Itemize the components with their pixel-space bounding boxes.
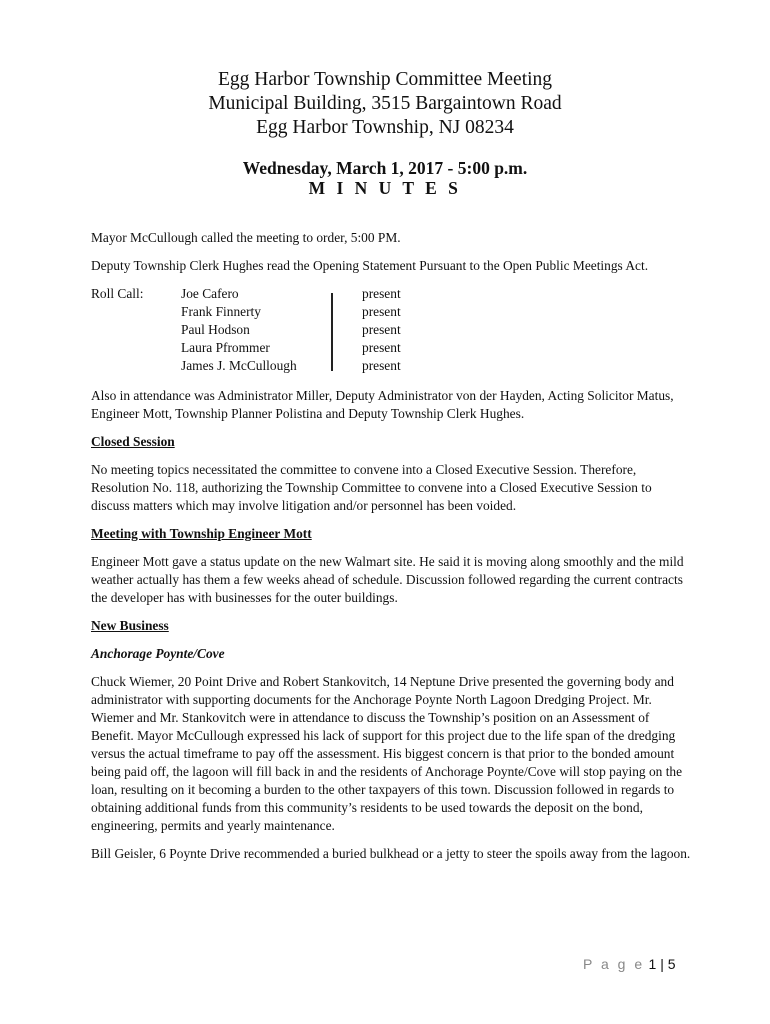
new-business-heading: New Business (91, 618, 169, 633)
roll-call-statuses (362, 285, 401, 375)
member-status: present (362, 304, 401, 319)
member-name: Laura Pfrommer (181, 340, 270, 355)
anchorage-paragraph: Chuck Wiemer, 20 Point Drive and Robert Stankovitch, 14 Neptune Drive presented the governing body and administrator with supporting documents for the Anchorage Poynte North Lagoon Dredging Project. Mr. Wiemer and Mr. Stankovitch were in attendance to discuss the Township’s position on an Assessment of Benefit. Mayor McCullough expressed his lack of support for this project due to the life span of the dredging versus the actual timeframe to pay off the assessment. His biggest concern is that prior to the bonded amount being paid off, the lagoon will fill back in and the residents of Anchorage Poynte/Cove will stop paying on the loan, resulting on it becoming a burden to the other taxpayers of this town. Discussion followed in regards to obtaining additional funds from this community’s residents to be used towards the deposit on the bond, engineering, permits and yearly maintenance. (91, 674, 683, 833)
closed-session-paragraph: No meeting topics necessitated the committee to convene into a Closed Executive Session. Therefore, Resolution No. 118, authorizing the Township Committee to convene into a Closed Executive Session to discuss matters which may involve litigation and/or personnel has been voided. (91, 462, 652, 513)
roll-call-divider (331, 293, 333, 371)
page-separator: | (660, 956, 664, 972)
geisler-paragraph: Bill Geisler, 6 Poynte Drive recommended a buried bulkhead or a jetty to steer the spoils away from the lagoon. (91, 846, 691, 861)
member-name: Frank Finnerty (181, 304, 261, 319)
call-to-order: Mayor McCullough called the meeting to order, 5:00 PM. (91, 230, 401, 245)
engineer-meeting-paragraph: Engineer Mott gave a status update on the new Walmart site. He said it is moving along smoothly and the mild weather actually has them a few weeks ahead of schedule. Discussion followed regarding the current contracts the developer has with businesses for the outer buildings. (91, 554, 684, 605)
anchorage-subheading: Anchorage Poynte/Cove (91, 646, 225, 661)
roll-call (91, 285, 691, 377)
page-word: P a g e (583, 956, 645, 972)
member-name: Paul Hodson (181, 322, 250, 337)
page-footer (583, 956, 676, 972)
member-status: present (362, 358, 401, 373)
document-type: M I N U T E S (308, 178, 462, 198)
attendance-paragraph: Also in attendance was Administrator Miller, Deputy Administrator von der Hayden, Acting Solicitor Matus, Engineer Mott, Township Planner Polistina and Deputy Township Clerk Hughes. (91, 388, 674, 421)
engineer-meeting-heading: Meeting with Township Engineer Mott (91, 526, 312, 541)
document-header (0, 68, 770, 198)
roll-call-label: Roll Call: (91, 286, 144, 301)
member-status: present (362, 340, 401, 355)
member-status: present (362, 286, 401, 301)
member-status: present (362, 322, 401, 337)
header-address: Municipal Building, 3515 Bargaintown Road (208, 93, 562, 114)
member-name: James J. McCullough (181, 358, 297, 373)
meeting-date: Wednesday, March 1, 2017 - 5:00 p.m. (242, 158, 528, 178)
total-pages: 5 (667, 956, 676, 972)
header-city: Egg Harbor Township, NJ 08234 (256, 117, 514, 138)
document-body (91, 229, 691, 873)
closed-session-heading: Closed Session (91, 434, 175, 449)
header-title: Egg Harbor Township Committee Meeting (217, 69, 553, 90)
opening-statement: Deputy Township Clerk Hughes read the Opening Statement Pursuant to the Open Public Meetings Act. (91, 258, 649, 273)
roll-call-names (181, 285, 297, 375)
page-number: 1 (648, 956, 657, 972)
member-name: Joe Cafero (181, 286, 239, 301)
